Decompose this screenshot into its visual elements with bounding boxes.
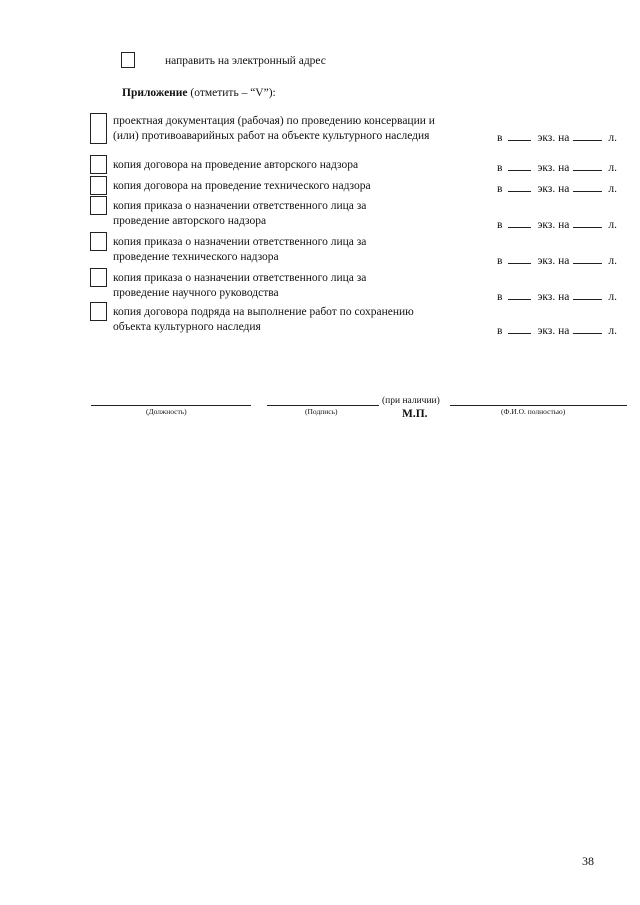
attachment-label-line2: (или) противоаварийных работ на объекте культурного наследия — [113, 130, 430, 142]
attachment-qty-row: в экз. на л. — [497, 252, 617, 267]
position-signature-line[interactable] — [91, 405, 251, 406]
attachment-label-line1: копия приказа о назначении ответственного лица за — [113, 200, 367, 212]
copies-blank[interactable] — [508, 252, 531, 264]
stamp-note: (при наличии) — [382, 396, 440, 406]
attachment-checkbox-technical-supervision-contract[interactable] — [90, 176, 107, 195]
copies-blank[interactable] — [508, 129, 531, 141]
attachment-qty-row: в экз. на л. — [497, 129, 617, 144]
attachments-heading-note: (отметить – “V”): — [187, 87, 276, 99]
attachment-label-line2: проведение технического надзора — [113, 251, 279, 263]
stamp-mark: М.П. — [402, 408, 428, 420]
attachment-qty-row: в экз. на л. — [497, 216, 617, 231]
sheets-blank[interactable] — [573, 180, 602, 192]
position-caption: (Должность) — [146, 407, 187, 416]
attachment-checkbox-works-contract[interactable] — [90, 302, 107, 321]
attachment-label-line2: проведение научного руководства — [113, 287, 279, 299]
attachment-qty-row: в экз. на л. — [497, 288, 617, 303]
attachment-label-line1: проектная документация (рабочая) по проведению консервации и — [113, 115, 435, 127]
attachment-label-line1: копия договора на проведение авторского надзора — [113, 159, 359, 171]
sheets-blank[interactable] — [573, 288, 602, 300]
signature-line[interactable] — [267, 405, 379, 406]
copies-blank[interactable] — [508, 322, 531, 334]
attachment-label-line2: проведение авторского надзора — [113, 215, 267, 227]
copies-blank[interactable] — [508, 288, 531, 300]
sheets-blank[interactable] — [573, 322, 602, 334]
sheets-blank[interactable] — [573, 159, 602, 171]
attachment-checkbox-project-docs[interactable] — [90, 113, 107, 144]
attachment-checkbox-scientific-lead-order[interactable] — [90, 268, 107, 287]
attachment-label-line1: копия приказа о назначении ответственного лица за — [113, 236, 367, 248]
attachment-qty-row: в экз. на л. — [497, 322, 617, 337]
copies-blank[interactable] — [508, 180, 531, 192]
page-number: 38 — [582, 854, 594, 868]
full-name-line[interactable] — [450, 405, 627, 406]
attachment-label-line1: копия договора на проведение технического надзора — [113, 180, 371, 192]
attachment-qty-row: в экз. на л. — [497, 159, 617, 174]
copies-blank[interactable] — [508, 159, 531, 171]
email-option-label: направить на электронный адрес — [165, 55, 326, 67]
attachment-label-line1: копия договора подряда на выполнение работ по сохранению — [113, 306, 414, 318]
full-name-caption: (Ф.И.О. полностью) — [501, 407, 566, 416]
copies-blank[interactable] — [508, 216, 531, 228]
attachments-heading — [122, 86, 276, 101]
email-checkbox[interactable] — [121, 52, 135, 68]
attachment-qty-row: в экз. на л. — [497, 180, 617, 195]
attachment-checkbox-technical-supervision-order[interactable] — [90, 232, 107, 251]
attachment-checkbox-author-supervision-contract[interactable] — [90, 155, 107, 174]
sheets-blank[interactable] — [573, 252, 602, 264]
attachment-label-line1: копия приказа о назначении ответственного лица за — [113, 272, 367, 284]
sheets-blank[interactable] — [573, 216, 602, 228]
attachment-checkbox-author-supervision-order[interactable] — [90, 196, 107, 215]
attachment-label-line2: объекта культурного наследия — [113, 321, 261, 333]
attachments-heading-bold: Приложение — [122, 87, 188, 99]
sheets-blank[interactable] — [573, 129, 602, 141]
signature-caption: (Подпись) — [305, 407, 338, 416]
